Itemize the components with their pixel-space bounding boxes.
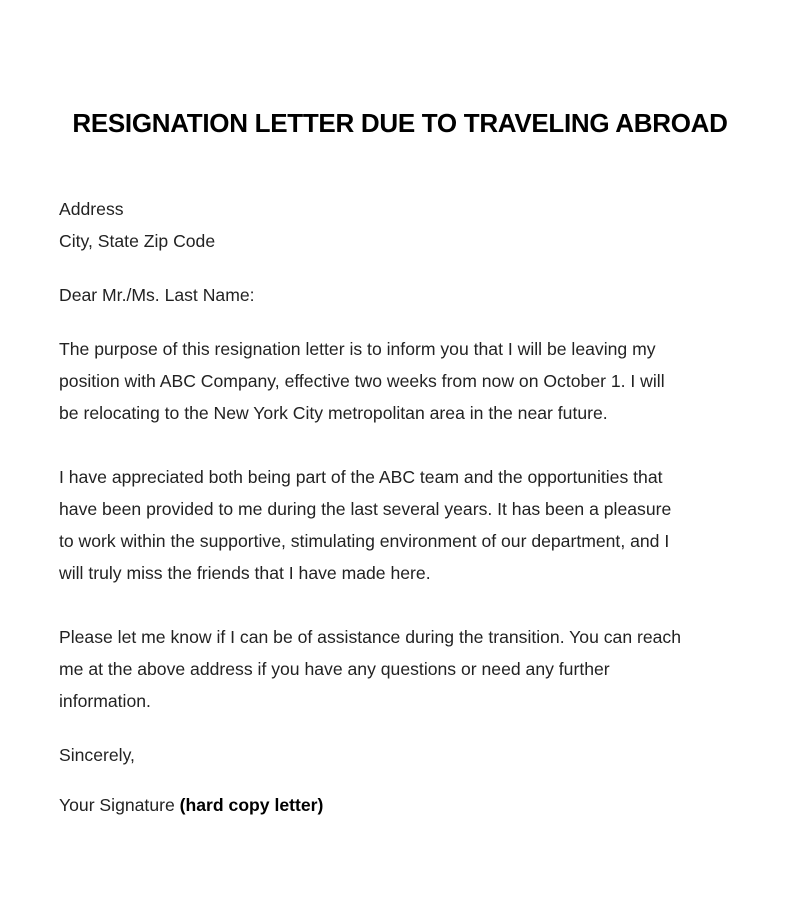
paragraph-line: be relocating to the New York City metropolitan area in the near future. bbox=[59, 403, 608, 423]
signature-label: Your Signature bbox=[59, 795, 175, 815]
signature-block bbox=[59, 789, 749, 821]
paragraph-line: me at the above address if you have any questions or need any further bbox=[59, 659, 610, 679]
paragraph-line: will truly miss the friends that I have made here. bbox=[59, 563, 431, 583]
paragraph-line: Please let me know if I can be of assistance during the transition. You can reach bbox=[59, 627, 682, 647]
paragraph-line: have been provided to me during the last several years. It has been a pleasure bbox=[59, 499, 672, 519]
closing-text: Sincerely, bbox=[59, 745, 135, 765]
salutation bbox=[59, 279, 749, 311]
sender-address bbox=[59, 193, 749, 257]
city-state-zip-line: City, State Zip Code bbox=[59, 231, 216, 251]
paragraph-line: The purpose of this resignation letter is to inform you that I will be leaving my bbox=[59, 339, 656, 359]
body-paragraph-2 bbox=[59, 461, 749, 589]
signature-note: (hard copy letter) bbox=[179, 795, 324, 815]
body-paragraph-3 bbox=[59, 621, 749, 717]
paragraph-line: to work within the supportive, stimulating environment of our department, and I bbox=[59, 531, 670, 551]
letter-title: RESIGNATION LETTER DUE TO TRAVELING ABROAD bbox=[72, 108, 728, 138]
address-line: Address bbox=[59, 199, 124, 219]
signature-line bbox=[59, 789, 749, 821]
paragraph-line: I have appreciated both being part of the ABC team and the opportunities that bbox=[59, 467, 663, 487]
paragraph-line: information. bbox=[59, 691, 151, 711]
closing bbox=[59, 739, 749, 771]
body-paragraph-1 bbox=[59, 333, 749, 429]
paragraph-line: position with ABC Company, effective two weeks from now on October 1. I will bbox=[59, 371, 665, 391]
greeting-text: Dear Mr./Ms. Last Name: bbox=[59, 285, 255, 305]
